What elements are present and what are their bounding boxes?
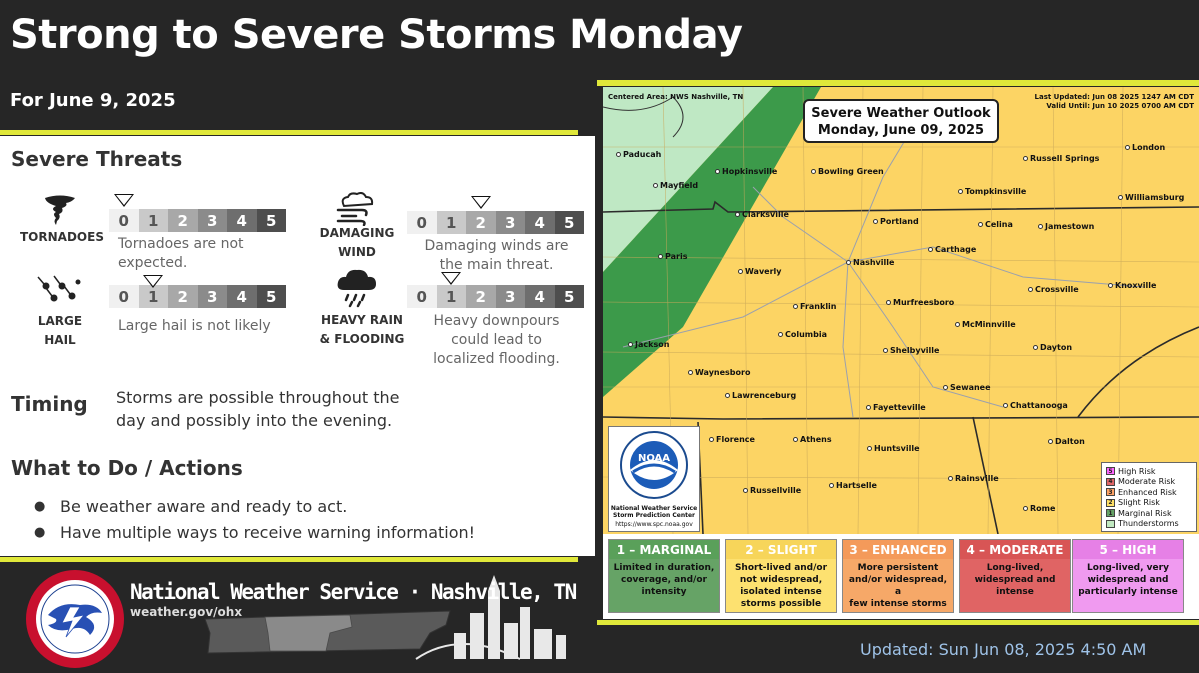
city-name: Carthage [935,245,977,254]
category-marginal [608,539,720,613]
actions-list [34,494,475,546]
wind-scale [407,211,584,234]
city-marker [883,348,888,353]
category-enhanced [842,539,954,613]
hail-scale [109,285,286,308]
legend-swatch: 1 [1106,509,1115,517]
legend-row [1106,498,1192,509]
category-description [609,559,719,598]
city-name: Rainsville [955,474,999,483]
city-marker [955,322,960,327]
city-label [735,210,789,219]
city-name: Paducah [623,150,662,159]
scale-cell-1: 1 [437,211,467,234]
large-hail-label-line: LARGE [37,314,83,328]
city-label [1038,222,1094,231]
category-name: 2 – SLIGHT [726,540,836,559]
accent-stripe [597,80,1199,86]
city-label [948,474,999,483]
outlook-map [603,87,1199,534]
city-label [1003,401,1068,410]
actions-heading: What to Do / Actions [11,456,243,480]
city-label [738,267,781,276]
city-name: Nashville [853,258,895,267]
city-marker [628,342,633,347]
city-name: Russell Springs [1030,154,1100,163]
noaa-logo-icon [619,430,689,500]
city-name: Mayfield [660,181,699,190]
city-marker [811,169,816,174]
scale-cell-4: 4 [525,285,555,308]
legend-row [1106,519,1192,530]
list-item: ● Have multiple ways to receive warning information! [34,520,475,546]
threats-panel [0,136,595,556]
scale-cell-5: 5 [555,211,585,234]
tornado-scale [109,209,286,232]
tornadoes-label-line: TORNADOES [20,230,104,244]
desc-line: Long-lived, very [1087,563,1169,573]
nws-seal-icon [31,575,119,663]
city-name: Celina [985,220,1013,229]
city-label [978,220,1013,229]
city-label [1028,285,1079,294]
heavy-rain-description [414,312,579,369]
scale-cell-1: 1 [139,209,169,232]
city-marker [1125,145,1130,150]
city-label [688,368,750,377]
city-name: McMinnville [962,320,1016,329]
category-description [960,559,1070,598]
city-name: Franklin [800,302,837,311]
city-name: Clarksville [742,210,789,219]
noaa-wordmark: NOAA [637,453,671,464]
last-updated-label: Last Updated: Jun 08 2025 1247 AM CDT [1034,93,1194,101]
updated-timestamp: Updated: Sun Jun 08, 2025 4:50 AM [860,640,1147,659]
city-label [793,302,837,311]
office-url: weather.gov/ohx [130,605,243,619]
city-marker [709,437,714,442]
city-label [658,252,688,261]
city-marker [1033,345,1038,350]
desc-line: few intense storms [849,599,947,609]
city-label [1048,437,1085,446]
city-label [958,187,1026,196]
legend-swatch: 2 [1106,499,1115,507]
city-label [715,167,777,176]
scale-cell-0: 0 [407,211,437,234]
desc-line: intense [996,587,1034,597]
city-label [1125,143,1165,152]
city-label [628,340,669,349]
city-marker [1023,506,1028,511]
city-marker [793,304,798,309]
damaging-wind-label-line: DAMAGING [319,226,395,240]
city-marker [715,169,720,174]
desc-line: Tornadoes are not [118,236,244,252]
city-name: Murfreesboro [893,298,955,307]
accent-stripe [0,130,578,135]
spc-caption-line: National Weather Service [610,505,698,512]
city-marker [866,405,871,410]
city-name: Shelbyville [890,346,940,355]
category-description [726,559,836,610]
city-marker [958,189,963,194]
city-name: Lawrenceburg [732,391,797,400]
scale-cell-0: 0 [407,285,437,308]
outlook-title-box [803,99,999,143]
city-label [778,330,827,339]
legend-label: Slight Risk [1118,498,1160,508]
legend-label: Enhanced Risk [1118,487,1177,497]
city-label [725,391,796,400]
city-label [886,298,954,307]
city-name: Chattanooga [1010,401,1068,410]
desc-line: More persistent [857,563,939,573]
damaging-wind-label [317,224,397,262]
city-marker [658,254,663,259]
city-name: Tompkinsville [965,187,1027,196]
city-name: Hartselle [836,481,877,490]
level-marker [471,196,491,209]
level-marker [143,275,163,288]
city-label [846,258,894,267]
city-name: Athens [800,435,832,444]
timing-text [116,386,400,432]
legend-swatch: 4 [1106,478,1115,486]
city-marker [735,212,740,217]
spc-caption-line: Storm Prediction Center [613,512,695,519]
category-description [1073,559,1183,598]
scale-cell-2: 2 [466,285,496,308]
city-marker [873,219,878,224]
level-marker [441,272,461,285]
desc-line: widespread and [1087,575,1169,585]
city-marker [1108,283,1113,288]
legend-row [1106,466,1192,477]
desc-line: not widespread, [739,575,823,585]
legend-swatch [1106,520,1115,528]
desc-line: Heavy downpours [433,313,560,329]
damaging-wind-label-line: WIND [338,245,376,259]
desc-line: Damaging winds are [424,238,569,254]
city-name: Knoxville [1115,281,1157,290]
category-description [843,559,953,610]
hail-icon [36,274,84,315]
city-label [1033,343,1072,352]
city-marker [1118,195,1123,200]
city-name: Florence [716,435,755,444]
city-marker [778,332,783,337]
city-name: Jackson [635,340,670,349]
legend-row [1106,487,1192,498]
city-marker [616,152,621,157]
desc-line: widespread and [974,575,1056,585]
large-hail-description [118,317,271,336]
city-name: Paris [665,252,688,261]
legend-row [1106,508,1192,519]
rain-scale [407,285,584,308]
desc-line: storms possible [740,599,822,609]
scale-cell-3: 3 [496,211,526,234]
city-name: Portland [880,217,919,226]
legend-row [1106,477,1192,488]
scale-cell-3: 3 [198,209,228,232]
city-marker [1038,224,1043,229]
city-label [873,217,919,226]
city-label [955,320,1016,329]
city-name: Waverly [745,267,782,276]
city-name: Russellville [750,486,802,495]
category-name: 1 – MARGINAL [609,540,719,559]
accent-stripe [0,557,578,562]
city-marker [943,385,948,390]
city-label [943,383,991,392]
desc-line: and/or widespread, a [848,575,948,597]
city-marker [948,476,953,481]
category-name: 4 – MODERATE [960,540,1070,559]
city-marker [1028,287,1033,292]
city-name: Crossville [1035,285,1079,294]
tornado-icon [42,194,78,231]
scale-cell-4: 4 [525,211,555,234]
spc-caption-line: https://www.spc.noaa.gov [615,521,693,528]
city-label [811,167,884,176]
scale-cell-0: 0 [109,209,139,232]
city-label [709,435,755,444]
scale-cell-2: 2 [168,285,198,308]
desc-line: isolated intense [740,587,822,597]
desc-line: Long-lived, [986,563,1044,573]
legend-label: High Risk [1118,466,1156,476]
city-marker [688,370,693,375]
city-name: Columbia [785,330,828,339]
scale-cell-2: 2 [168,209,198,232]
city-name: Rome [1030,504,1056,513]
city-marker [743,488,748,493]
category-high [1072,539,1184,613]
timing-heading: Timing [11,392,88,416]
city-label [829,481,877,490]
heavy-rain-label-line: & FLOODING [319,332,405,346]
city-name: Huntsville [874,444,920,453]
city-marker [1023,156,1028,161]
large-hail-label [20,312,100,350]
city-marker [738,269,743,274]
accent-stripe [597,620,1199,625]
city-label [1108,281,1156,290]
city-marker [928,247,933,252]
scale-cell-5: 5 [555,285,585,308]
city-marker [829,483,834,488]
scale-cell-2: 2 [466,211,496,234]
scale-cell-3: 3 [198,285,228,308]
desc-line: Short-lived and/or [734,563,828,573]
city-marker [1003,403,1008,408]
legend-label: Thunderstorms [1118,519,1179,529]
rain-cloud-icon [336,268,378,313]
damaging-wind-description [414,237,579,275]
desc-line: expected. [118,255,188,271]
scale-cell-4: 4 [227,285,257,308]
severe-threats-heading: Severe Threats [11,147,183,171]
city-name: London [1132,143,1166,152]
desc-line: the main threat. [439,257,554,273]
spc-logo-box [608,426,700,532]
risk-legend [1101,462,1197,532]
city-label [866,403,926,412]
city-marker [1048,439,1053,444]
scale-cell-1: 1 [437,285,467,308]
scale-cell-5: 5 [257,285,287,308]
list-item: ● Be weather aware and ready to act. [34,494,475,520]
city-marker [793,437,798,442]
city-label [1023,504,1055,513]
city-label [1023,154,1099,163]
heavy-rain-label [317,311,407,349]
valid-until-label: Valid Until: Jun 10 2025 0700 AM CDT [1046,102,1194,110]
desc-line: Large hail is not likely [118,318,271,334]
city-name: Fayetteville [873,403,926,412]
scale-cell-4: 4 [227,209,257,232]
desc-line: coverage, and/or [621,575,707,585]
timing-line: day and possibly into the evening. [116,411,393,430]
desc-line: localized flooding. [433,351,560,367]
scale-cell-3: 3 [496,285,526,308]
category-moderate [959,539,1071,613]
city-marker [653,183,658,188]
forecast-date: For June 9, 2025 [10,90,176,111]
desc-line: could lead to [451,332,542,348]
page-title: Strong to Severe Storms Monday [10,12,743,58]
city-name: Jamestown [1045,222,1095,231]
legend-label: Marginal Risk [1118,508,1172,518]
city-name: Waynesboro [695,368,751,377]
large-hail-label-line: HAIL [44,333,76,347]
city-label [793,435,832,444]
city-marker [846,260,851,265]
city-label [616,150,661,159]
city-label [928,245,976,254]
category-slight [725,539,837,613]
city-label [883,346,939,355]
legend-label: Moderate Risk [1118,477,1176,487]
city-name: Sewanee [950,383,991,392]
category-name: 3 – ENHANCED [843,540,953,559]
city-name: Bowling Green [818,167,884,176]
legend-swatch: 5 [1106,467,1115,475]
city-name: Dayton [1040,343,1073,352]
city-label [1118,193,1184,202]
tornadoes-description [118,235,244,273]
city-marker [867,446,872,451]
city-label [743,486,801,495]
heavy-rain-label-line: HEAVY RAIN [321,313,403,327]
desc-line: intensity [641,587,687,597]
centered-area-label: Centered Area: NWS Nashville, TN [608,93,744,101]
scale-cell-1: 1 [139,285,169,308]
office-name: National Weather Service · Nashville, TN [130,580,576,604]
city-label [867,444,920,453]
city-marker [725,393,730,398]
city-marker [886,300,891,305]
outlook-title: Severe Weather Outlook [811,106,991,121]
scale-cell-5: 5 [257,209,287,232]
risk-category-bar [603,534,1199,619]
city-name: Dalton [1055,437,1085,446]
level-marker [114,194,134,207]
category-name: 5 – HIGH [1073,540,1183,559]
city-marker [978,222,983,227]
legend-swatch: 3 [1106,488,1115,496]
city-name: Hopkinsville [722,167,778,176]
desc-line: Limited in duration, [613,563,715,573]
desc-line: particularly intense [1078,587,1178,597]
timing-line: Storms are possible throughout the [116,388,400,407]
outlook-day: Monday, June 09, 2025 [817,123,985,138]
scale-cell-0: 0 [109,285,139,308]
tornadoes-label [20,228,104,247]
city-name: Williamsburg [1125,193,1185,202]
city-label [653,181,698,190]
